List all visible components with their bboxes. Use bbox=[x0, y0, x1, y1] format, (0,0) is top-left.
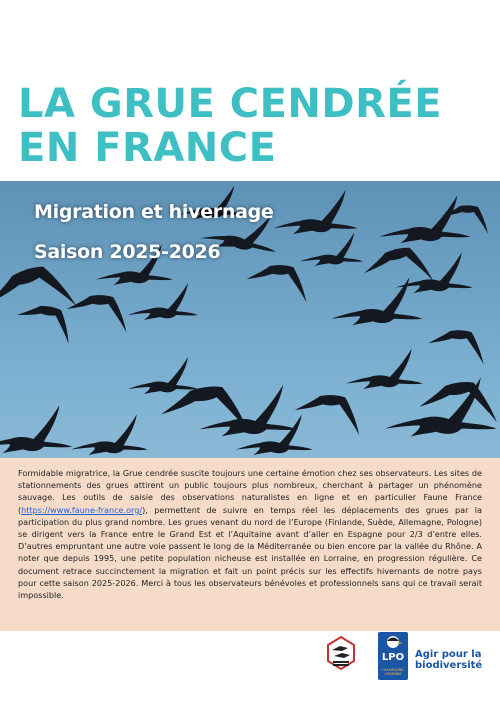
title-line-2: EN FRANCE bbox=[18, 125, 277, 171]
intro-paragraph bbox=[18, 467, 482, 601]
title-line-1: LA GRUE CENDRÉE bbox=[18, 81, 443, 127]
reseau-grues-logo-icon bbox=[326, 636, 356, 672]
lpo-logo bbox=[378, 632, 408, 680]
intro-panel bbox=[0, 458, 500, 631]
intro-text-part2: ), permettent de suivre en temps réel les déplacements des grues par la participation du plus grand nombre. Les grues venant du nord de l’Europe (Finlande, Suède, Allemagne, Pologne) se dirigent vers la France entre le Grand Est et l’Aquitaine avant d’aller en Espagne pour 2/3 d’entre elles. D’autres empruntant une autre voie passent le long de la Méditerranée ou bien encore par la vallée du Rhône. A noter que depuis 1995, une petite population nicheuse est installée en Lorraine, en progression régulière. Ce document retrace succinctement la migration et fait un point précis sur les effectifs hivernants de notre pays pour cette saison 2025-2026. Merci à tous les observateurs bénévoles et professionnels sans qui ce travail serait impossible. bbox=[18, 504, 482, 601]
lpo-logo-text: LPO bbox=[381, 652, 405, 663]
page-title bbox=[18, 82, 488, 170]
intro-text-part1: Formidable migratrice, la Grue cendrée suscite toujours une certaine émotion chez ses observateurs. Les sites de stationnements des grues attirent un public toujours plus nombreux, cherchant à partager un phénomène sauvage. Les outils de saisie des observations naturalistes en ligne et en particulier Faune France ( bbox=[18, 468, 482, 515]
subtitle-migration: Migration et hivernage bbox=[34, 201, 274, 223]
hero-image bbox=[0, 181, 500, 458]
footer-logos bbox=[0, 632, 500, 707]
lpo-logo-subtext: CHAMPAGNE-ARDENNE bbox=[381, 668, 405, 676]
lpo-bird-icon bbox=[378, 632, 408, 652]
subtitle-season: Saison 2025-2026 bbox=[34, 241, 221, 263]
faune-france-link[interactable]: https://www.faune-france.org/ bbox=[21, 504, 143, 515]
lpo-tagline: Agir pour la biodiversité bbox=[415, 649, 483, 671]
